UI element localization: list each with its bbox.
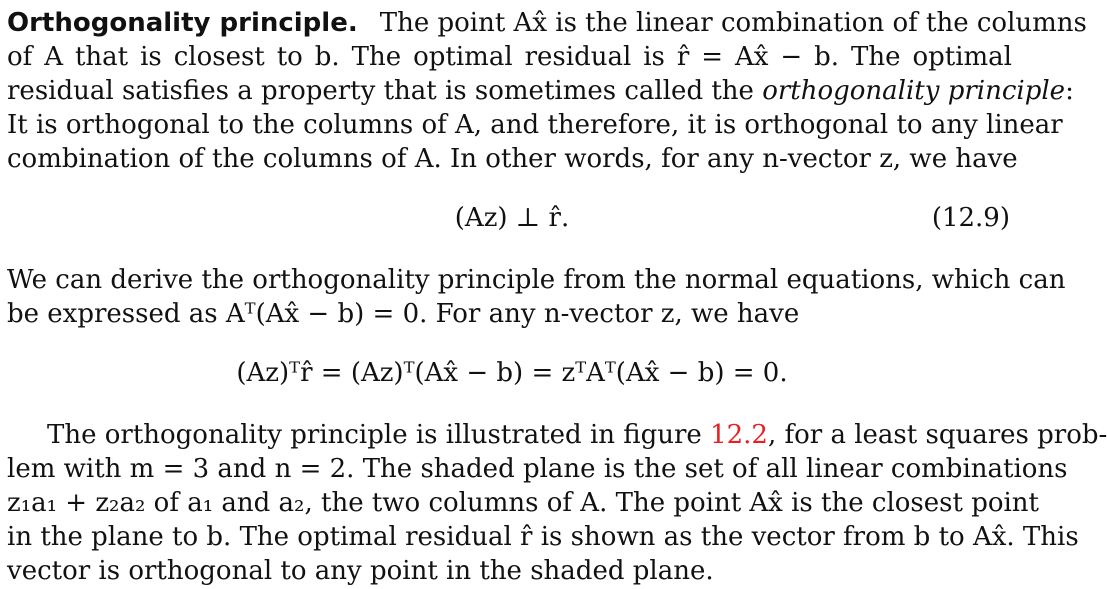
paragraph-3-line-5: vector is orthogonal to any point in the shaded plane. [7,556,714,586]
equation-number: (12.9) [931,203,1010,233]
p1-line3-text-b: : [1065,76,1074,106]
paragraph-1-line-1 [7,6,1087,40]
paragraph-1-line-2: of A that is closest to b. The optimal residual is r̂ = Ax̂ − b. The optimal [7,42,1012,72]
p1-line1-text: The point Ax̂ is the linear combination of the columns [379,8,1087,38]
paragraph-3-line-3: z₁a₁ + z₂a₂ of a₁ and a₂, the two columns of A. The point Ax̂ is the closest point [7,488,1040,518]
paragraph-2-line-2: be expressed as Aᵀ(Ax̂ − b) = 0. For any n-vector z, we have [7,299,800,329]
p1-line3-text-a: residual satisfies a property that is sometimes called the [7,76,754,106]
p3-line1-text-a: The orthogonality principle is illustrated in figure [47,420,702,450]
paragraph-3-line-4: in the plane to b. The optimal residual r̂ is shown as the vector from b to Ax̂. This [7,522,1079,552]
paragraph-3-line-2: lem with m = 3 and n = 2. The shaded plane is the set of all linear combinations [7,454,1068,484]
paragraph-3-line-1 [7,418,1107,452]
equation-12-9: (Az) ⊥ r̂. [454,203,570,233]
paragraph-1-line-4: It is orthogonal to the columns of A, and therefore, it is orthogonal to any linear [7,110,1063,140]
paragraph-2-line-1: We can derive the orthogonality principle from the normal equations, which can [7,265,1066,295]
paragraph-1-line-3 [7,74,1074,108]
p3-line1-text-b: , for a least squares prob- [767,420,1107,450]
figure-reference-link[interactable]: 12.2 [710,420,768,450]
section-heading: Orthogonality principle. [7,8,358,38]
orthogonality-principle-term: orthogonality principle [762,76,1066,106]
equation-orthogonality-derivation: (Az)ᵀr̂ = (Az)ᵀ(Ax̂ − b) = zᵀAᵀ(Ax̂ − b) = 0. [236,358,788,388]
paragraph-1-line-5: combination of the columns of A. In other words, for any n-vector z, we have [7,144,1018,174]
